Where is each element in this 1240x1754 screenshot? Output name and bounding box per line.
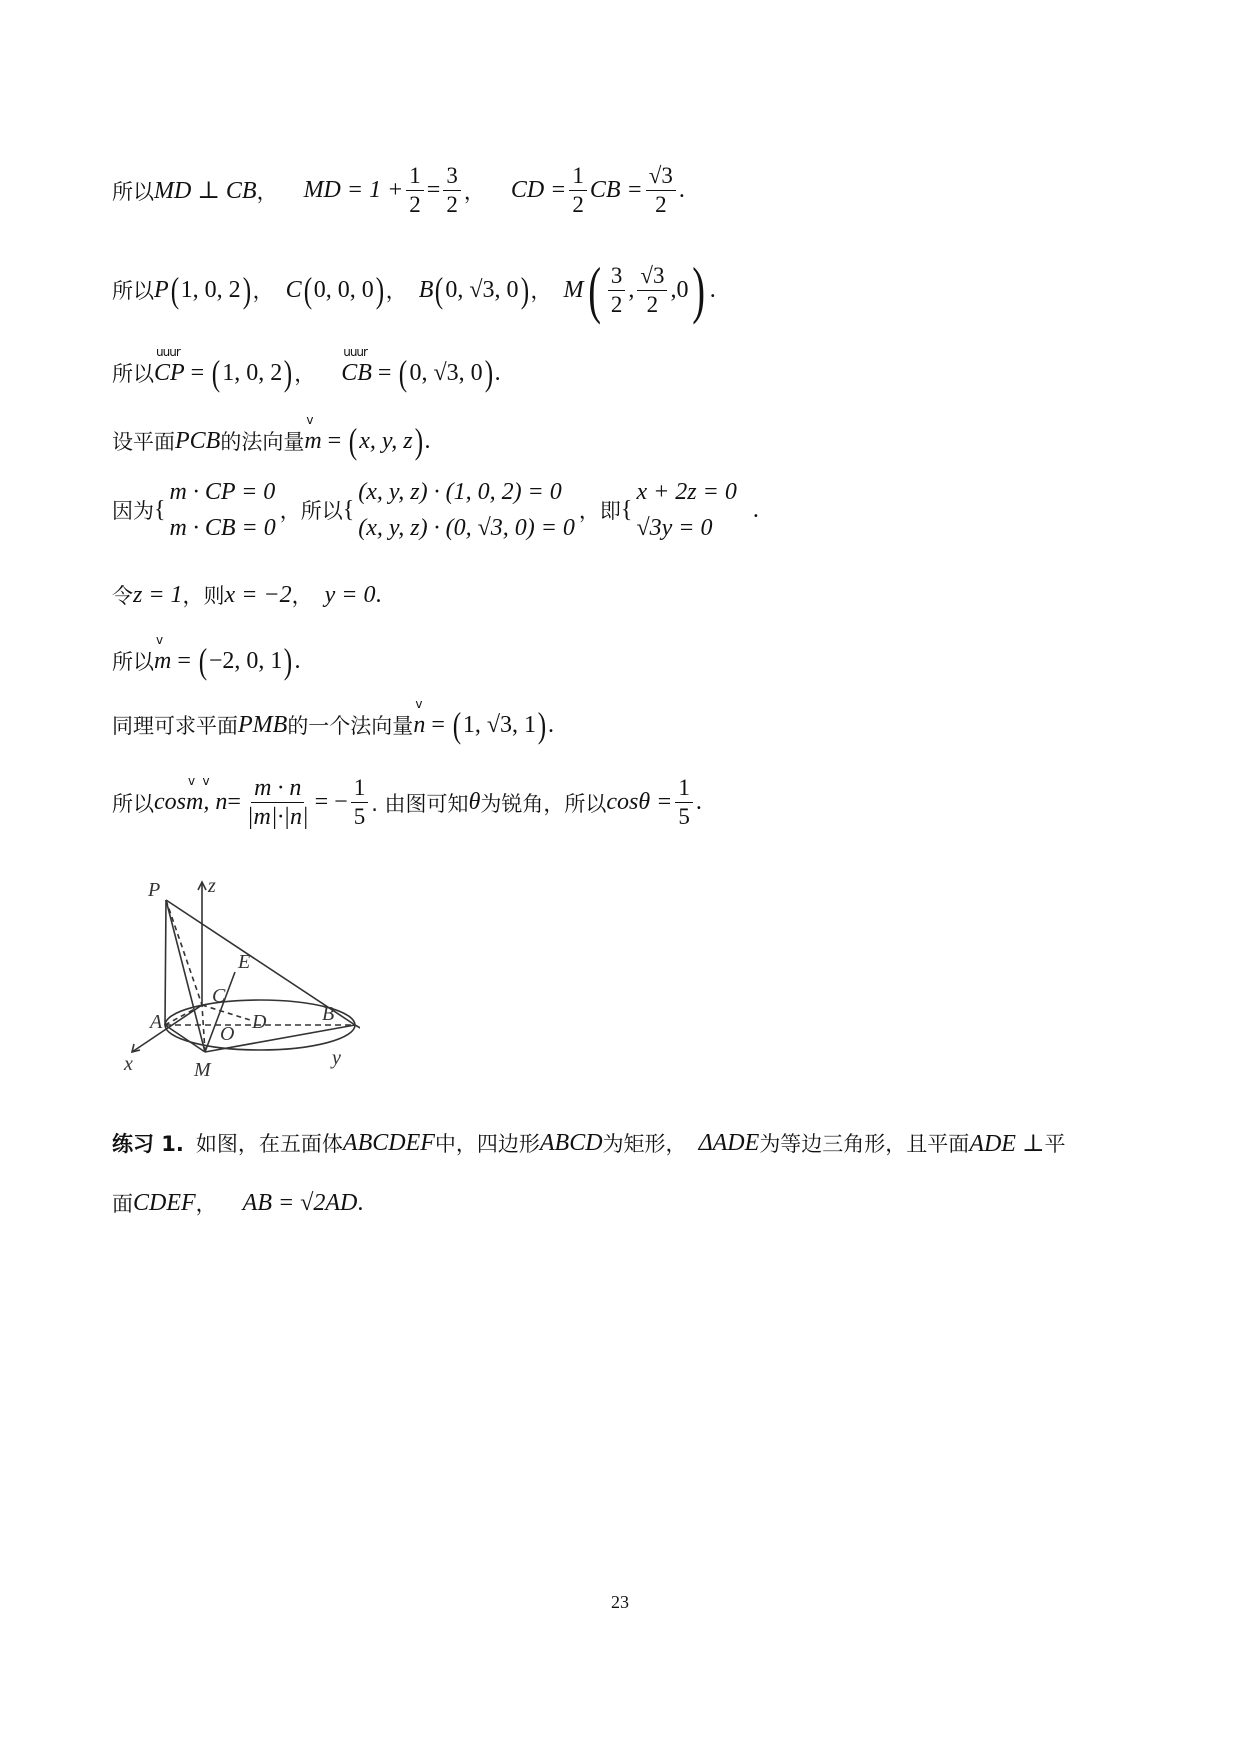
math: y = 0 — [324, 581, 376, 608]
math: CDEF — [133, 1189, 196, 1216]
text: 平 — [1044, 1132, 1066, 1156]
line-pc — [166, 900, 202, 1005]
math: 0, 0, 0 — [313, 276, 374, 303]
line-2: 所以 P ( 1, 0, 2 ) ， C ( 0, 0, 0 ) ， B ( 0, √3, 0 ) ， M ( $\frac{3}{2}$ , $\frac{√3}{2}$ , 0 ) . — [112, 254, 716, 325]
text: 设平面 — [112, 430, 175, 454]
text: 所以 — [112, 179, 154, 204]
math: MD ⊥ CB — [154, 178, 257, 204]
geometry-figure — [120, 870, 360, 1080]
text: 的法向量 — [220, 430, 305, 454]
label-o: O — [220, 1023, 235, 1045]
text: ， — [385, 279, 407, 303]
line-3: 所以 uuur CP = ( 1, 0, 2 ) ， uuur CB = ( 0, √3, 0 ) . — [112, 344, 501, 393]
text: 如图，在五面体 — [195, 1132, 343, 1156]
math: . — [494, 359, 501, 386]
exercise-line-2 — [112, 1188, 363, 1218]
text: ， — [195, 1192, 217, 1216]
math: 1, √3, 1 — [462, 711, 537, 738]
math: PMB — [238, 711, 288, 738]
text: ， — [294, 362, 316, 386]
text: ，即 — [578, 499, 621, 523]
text: ， — [291, 584, 313, 608]
vector-n: v n — [413, 696, 426, 738]
label-p: P — [148, 879, 161, 901]
fraction: $\frac{1}{5}$ — [351, 774, 369, 831]
math: ABCDEF — [342, 1129, 435, 1156]
line-1 — [112, 162, 685, 219]
line-5: 因为 { m · CP = 0 m · CB = 0 ，所以 { (x, y, z) · (1, 0, 2) = 0 (x, y, z) · (0, √3, 0) = 0 ，即 { x + 2z = 0 √3y = 0 . — [112, 474, 759, 546]
math: 0, √3, 0 — [445, 276, 519, 303]
text: ， — [463, 179, 485, 204]
text: 为矩形， — [602, 1132, 687, 1156]
math: = − — [314, 789, 348, 815]
text: 面 — [112, 1192, 133, 1216]
text: 的一个法向量 — [287, 714, 414, 738]
fraction: $\frac{3}{2}$ — [443, 162, 461, 219]
text: 令 — [112, 584, 133, 608]
math: CB = — [589, 177, 643, 203]
equation-system-3: x + 2z = 0 √3y = 0 — [636, 479, 737, 541]
vector-pair: v v m, n — [186, 774, 228, 815]
math: . — [375, 581, 382, 608]
math: . — [709, 276, 716, 303]
math: . — [294, 647, 301, 674]
math: AB = √2AD — [242, 1189, 358, 1216]
math: . — [695, 789, 702, 815]
math: cos — [154, 789, 186, 815]
fraction: $\frac{1}{2}$ — [569, 162, 587, 219]
math: ABCD — [539, 1129, 603, 1156]
fraction: $\frac{m \cdot n}{|m|\cdot|n|}$ — [246, 775, 309, 830]
text: 为等边三角形，且平面 — [759, 1132, 970, 1156]
y-axis — [355, 1025, 360, 1038]
math: ΔADE — [698, 1129, 760, 1156]
math: . — [752, 496, 759, 523]
math: −2, 0, 1 — [208, 647, 283, 674]
fraction: $\frac{1}{2}$ — [406, 162, 424, 219]
fraction: $\frac{3}{2}$ — [608, 262, 626, 319]
math: x, y, z — [359, 427, 413, 454]
line-8: 同理可求平面 PMB 的一个法向量 v n = ( 1, √3, 1 ) . — [112, 696, 555, 745]
text: 同理可求平面 — [112, 714, 238, 738]
math: = — [426, 177, 441, 203]
text: ， — [530, 279, 552, 303]
equation-system-2: (x, y, z) · (1, 0, 2) = 0 (x, y, z) · (0, √3, 0) = 0 — [358, 479, 575, 541]
math: cosθ = — [606, 789, 673, 815]
math: PCB — [175, 427, 221, 454]
math: ADE ⊥ — [969, 1130, 1045, 1157]
math: 0 — [676, 276, 689, 303]
text: ，所以 — [279, 499, 343, 523]
label-a: A — [150, 1011, 163, 1033]
label-x: x — [124, 1053, 133, 1075]
line-7: 所以 v m = ( −2, 0, 1 ) . — [112, 632, 301, 681]
text: 所以 — [112, 279, 154, 303]
page-number: 23 — [611, 1592, 629, 1612]
text: 因为 — [112, 499, 154, 523]
math: . — [357, 1189, 364, 1216]
math: 1, 0, 2 — [180, 276, 241, 303]
line-pa — [165, 900, 166, 1025]
line-cd — [202, 1005, 250, 1020]
math: B — [418, 276, 434, 303]
fraction: $\frac{1}{5}$ — [675, 774, 693, 831]
math: = — [227, 789, 241, 815]
math: 1, 0, 2 — [222, 359, 283, 386]
label-c: C — [212, 985, 226, 1007]
text: 所以 — [112, 791, 154, 816]
math: 0, √3, 0 — [409, 359, 483, 386]
math: M — [563, 276, 584, 303]
line-9 — [112, 774, 702, 831]
x-axis — [132, 1005, 202, 1052]
line-4: 设平面 PCB 的法向量 v m = ( x, y, z ) . — [112, 412, 431, 461]
math: z = 1 — [133, 581, 183, 608]
label-z: z — [208, 875, 216, 897]
text: 为锐角，所以 — [480, 791, 607, 816]
math: C — [285, 276, 302, 303]
label-y: y — [332, 1047, 341, 1069]
vector-cb: uuur CB — [341, 344, 372, 386]
fraction: $\frac{√3}{2}$ — [637, 262, 667, 319]
math: θ — [468, 789, 481, 815]
line-6 — [112, 580, 381, 610]
math: . — [678, 177, 685, 203]
math: . — [424, 427, 431, 454]
text: 所以 — [112, 650, 154, 674]
math: x = −2 — [224, 581, 292, 608]
equation-system-1: m · CP = 0 m · CB = 0 — [169, 479, 276, 541]
text: . 由图可知 — [371, 791, 469, 816]
label-m: M — [194, 1059, 211, 1080]
text: ， — [256, 179, 278, 204]
label-b: B — [322, 1003, 335, 1025]
math: CD = — [510, 177, 567, 203]
math: MD = 1 + — [303, 177, 404, 203]
exercise-line-1 — [112, 1128, 1066, 1158]
vector-m: v m — [154, 632, 172, 674]
exercise-label: 练习 1. — [112, 1132, 184, 1156]
math: P — [154, 276, 169, 303]
text: ，则 — [182, 584, 225, 608]
label-e: E — [238, 951, 251, 973]
fraction: $\frac{√3}{2}$ — [646, 162, 676, 219]
vector-cp: uuur CP — [154, 344, 185, 386]
text: ， — [252, 279, 274, 303]
math: . — [548, 711, 555, 738]
label-d: D — [252, 1011, 267, 1033]
text: 所以 — [112, 362, 154, 386]
vector-m: v m — [304, 412, 322, 454]
text: 中，四边形 — [434, 1132, 540, 1156]
